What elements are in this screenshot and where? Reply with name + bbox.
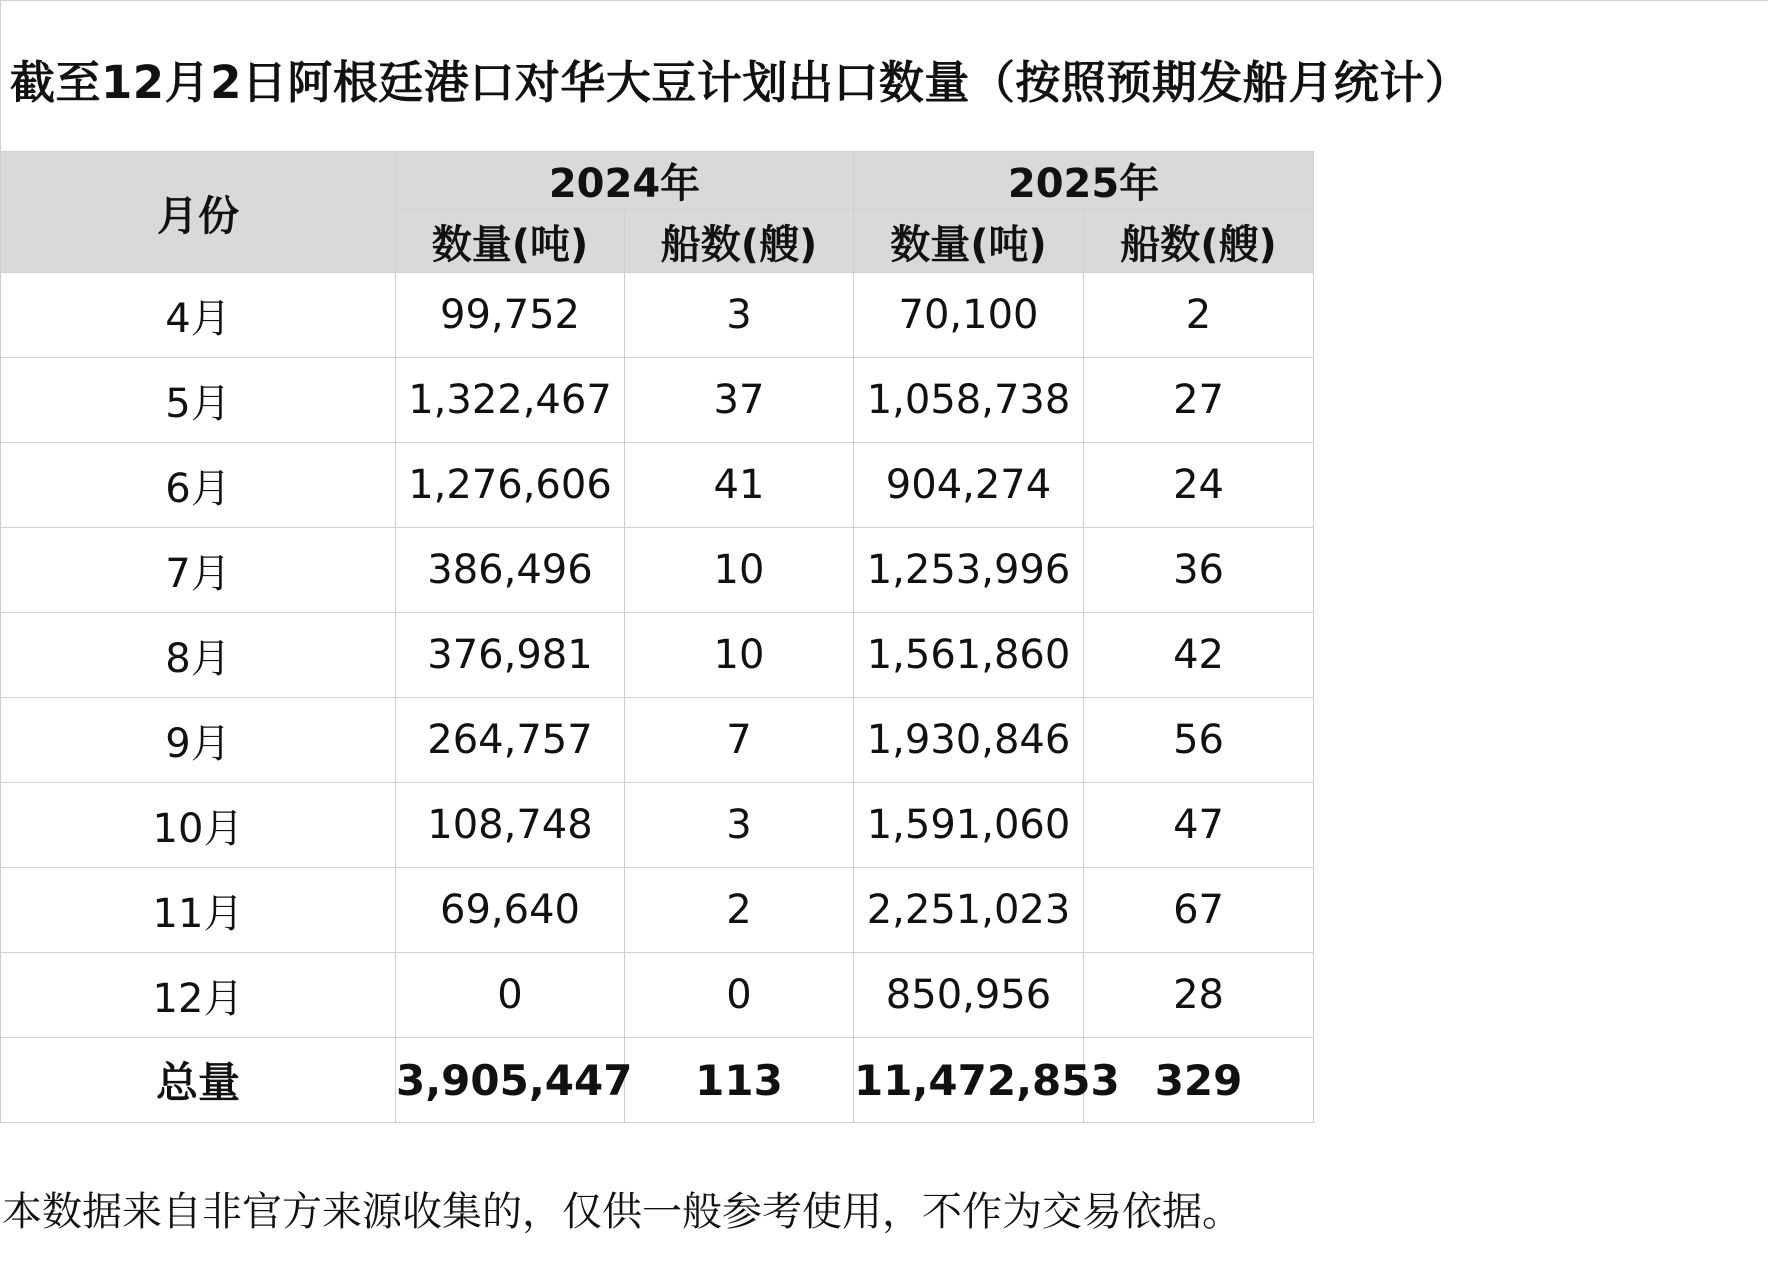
table-row <box>1 443 1314 528</box>
qty-2024-header: 数量(吨) <box>396 210 625 273</box>
month-cell: 12月 <box>1 953 396 1038</box>
qty-2024-cell: 0 <box>396 953 625 1038</box>
qty-2025-cell: 850,956 <box>854 953 1084 1038</box>
ships-2025-cell: 42 <box>1084 613 1314 698</box>
ships-2025-cell: 36 <box>1084 528 1314 613</box>
qty-2025-cell: 1,561,860 <box>854 613 1084 698</box>
month-cell: 10月 <box>1 783 396 868</box>
qty-2025-cell: 2,251,023 <box>854 868 1084 953</box>
table-row <box>1 698 1314 783</box>
qty-2025-header: 数量(吨) <box>854 210 1084 273</box>
table-row <box>1 613 1314 698</box>
month-cell: 4月 <box>1 273 396 358</box>
ships-2024-cell: 10 <box>625 613 854 698</box>
qty-2025-cell: 1,058,738 <box>854 358 1084 443</box>
month-column-header: 月份 <box>1 152 396 273</box>
table-row <box>1 358 1314 443</box>
ships-2024-cell: 3 <box>625 273 854 358</box>
month-cell: 9月 <box>1 698 396 783</box>
qty-2024-cell: 264,757 <box>396 698 625 783</box>
ships-2024-cell: 41 <box>625 443 854 528</box>
qty-2024-cell: 69,640 <box>396 868 625 953</box>
qty-2024-cell: 1,276,606 <box>396 443 625 528</box>
month-cell: 7月 <box>1 528 396 613</box>
ships-2025-cell: 27 <box>1084 358 1314 443</box>
table-row <box>1 528 1314 613</box>
total-ships-2024-cell: 113 <box>625 1038 854 1123</box>
left-border <box>0 0 1 151</box>
qty-2024-cell: 108,748 <box>396 783 625 868</box>
ships-2024-cell: 0 <box>625 953 854 1038</box>
table-row <box>1 953 1314 1038</box>
ships-2024-cell: 3 <box>625 783 854 868</box>
ships-2025-cell: 28 <box>1084 953 1314 1038</box>
qty-2024-cell: 1,322,467 <box>396 358 625 443</box>
month-cell: 6月 <box>1 443 396 528</box>
disclaimer-footnote: 本数据来自非官方来源收集的，仅供一般参考使用，不作为交易依据。 <box>2 1189 1242 1235</box>
qty-2024-cell: 376,981 <box>396 613 625 698</box>
table-row <box>1 273 1314 358</box>
ships-2025-cell: 67 <box>1084 868 1314 953</box>
qty-2025-cell: 1,930,846 <box>854 698 1084 783</box>
total-qty-2025-cell: 11,472,853 <box>854 1038 1084 1123</box>
month-cell: 8月 <box>1 613 396 698</box>
qty-2024-cell: 99,752 <box>396 273 625 358</box>
page-title: 截至12月2日阿根廷港口对华大豆计划出口数量（按照预期发船月统计） <box>10 56 1471 109</box>
table-row <box>1 783 1314 868</box>
total-qty-2024-cell: 3,905,447 <box>396 1038 625 1123</box>
ships-2024-cell: 2 <box>625 868 854 953</box>
top-border <box>0 0 1768 1</box>
total-ships-2025-cell: 329 <box>1084 1038 1314 1123</box>
year-2025-header: 2025年 <box>854 152 1314 210</box>
header-row-years <box>1 152 1314 210</box>
ships-2024-header: 船数(艘) <box>625 210 854 273</box>
ships-2025-cell: 2 <box>1084 273 1314 358</box>
ships-2025-cell: 24 <box>1084 443 1314 528</box>
qty-2025-cell: 70,100 <box>854 273 1084 358</box>
total-month-cell: 总量 <box>1 1038 396 1123</box>
qty-2025-cell: 1,253,996 <box>854 528 1084 613</box>
export-table <box>0 151 1314 1123</box>
qty-2025-cell: 904,274 <box>854 443 1084 528</box>
total-row <box>1 1038 1314 1123</box>
ships-2024-cell: 37 <box>625 358 854 443</box>
month-cell: 11月 <box>1 868 396 953</box>
ships-2025-header: 船数(艘) <box>1084 210 1314 273</box>
ships-2025-cell: 56 <box>1084 698 1314 783</box>
table-body <box>1 273 1314 1123</box>
ships-2025-cell: 47 <box>1084 783 1314 868</box>
qty-2024-cell: 386,496 <box>396 528 625 613</box>
year-2024-header: 2024年 <box>396 152 854 210</box>
table-row <box>1 868 1314 953</box>
ships-2024-cell: 10 <box>625 528 854 613</box>
qty-2025-cell: 1,591,060 <box>854 783 1084 868</box>
month-cell: 5月 <box>1 358 396 443</box>
ships-2024-cell: 7 <box>625 698 854 783</box>
